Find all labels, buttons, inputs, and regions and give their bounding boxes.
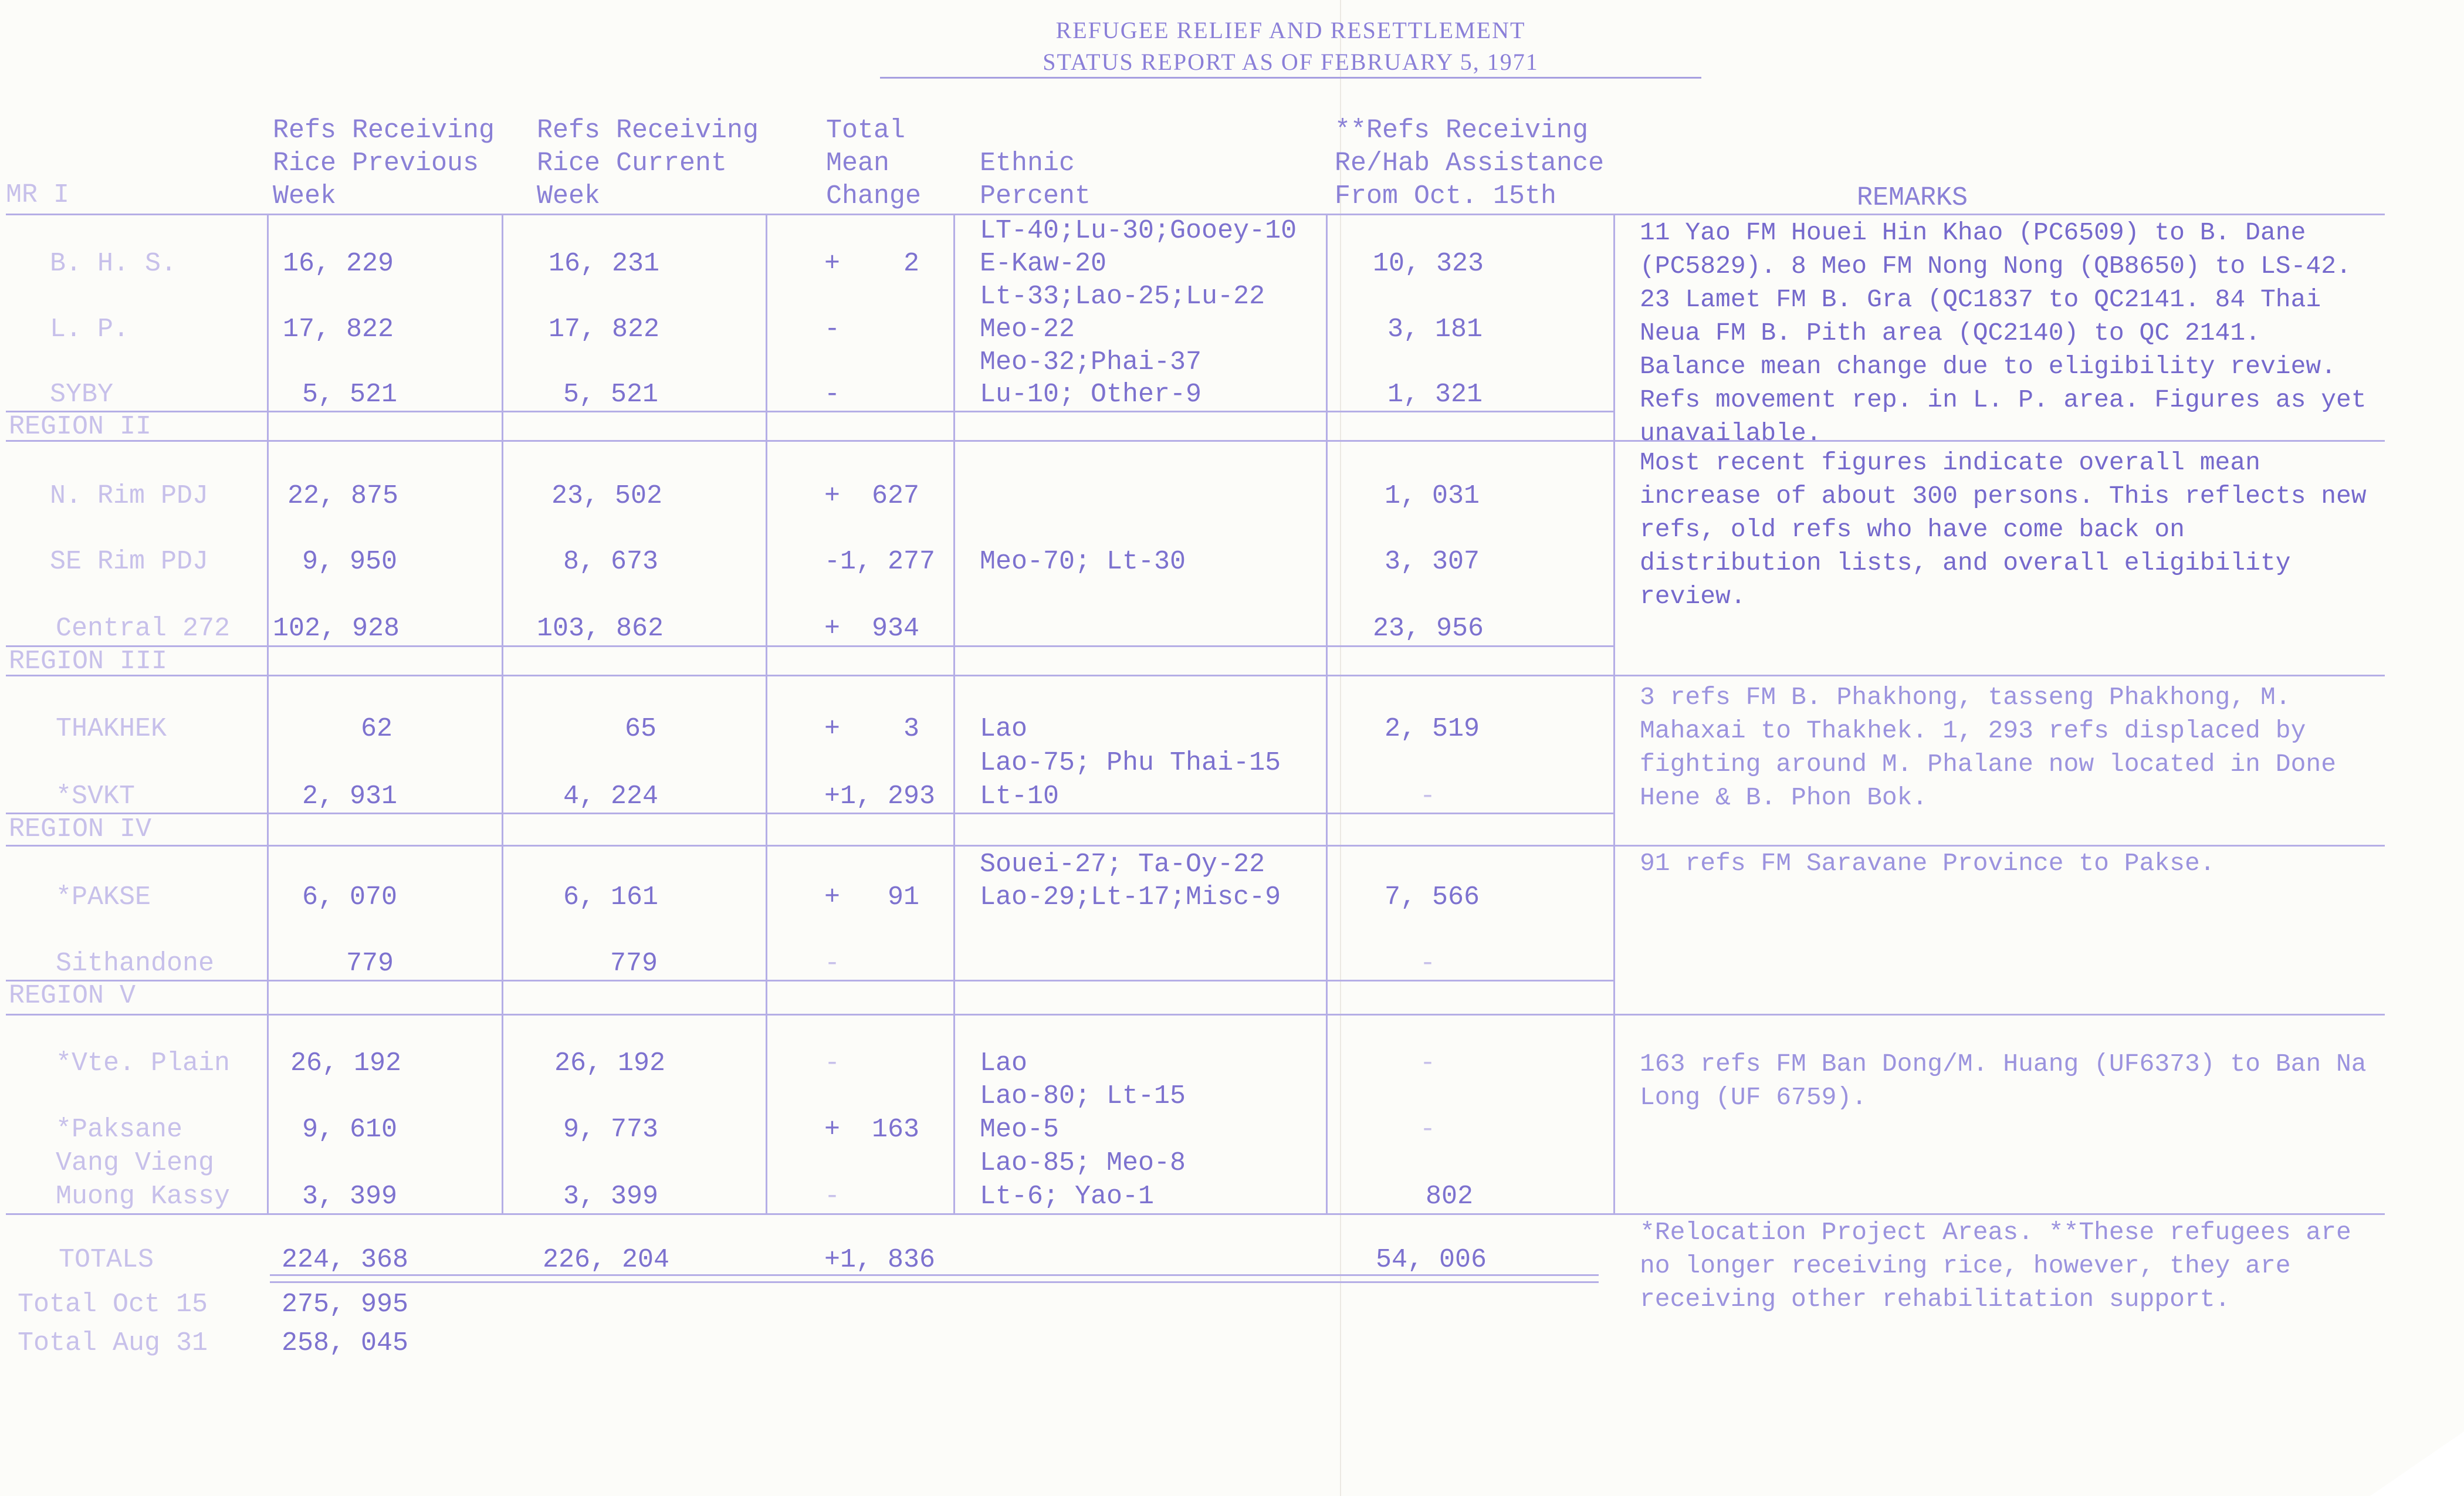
row-prev: 16, 229	[283, 249, 394, 279]
row-prev: 6, 070	[302, 882, 398, 912]
row-ethnic-1: LT-40;Lu-30;Gooey-10	[980, 216, 1297, 246]
row-prev: 9, 950	[302, 547, 398, 577]
row-change: -	[824, 314, 841, 344]
header-remarks: REMARKS	[1857, 183, 1968, 213]
remark-region4: 91 refs FM Saravane Province to Pakse.	[1640, 849, 2215, 878]
row-ethnic-1: Lao-75; Phu Thai-15	[980, 748, 1281, 778]
row-ethnic-2: E-Kaw-20	[980, 249, 1107, 279]
row-curr: 103, 862	[537, 614, 664, 644]
paper-fold	[1340, 0, 1341, 1496]
row-rule	[6, 675, 2385, 676]
region-heading: REGION III	[9, 647, 168, 676]
col-rule	[953, 214, 955, 1213]
row-ethnic-1: Souei-27; Ta-Oy-22	[980, 849, 1265, 879]
col-rule	[1326, 214, 1328, 1213]
row-change: -	[824, 1182, 841, 1211]
region-heading: REGION V	[9, 981, 136, 1011]
row-prev: 3, 399	[302, 1182, 398, 1211]
row-ethnic-2: Lt-6; Yao-1	[980, 1182, 1155, 1211]
remark-region3: 3 refs FM B. Phakhong, tasseng Phakhong, M. Mahaxai to Thakhek. 1, 293 refs displaced by fighting around M. Phalane now located in Done Hene & B. Phon Bok.	[1640, 683, 2336, 812]
total-aug-value: 258, 045	[282, 1328, 409, 1358]
row-ethnic-1: Meo-32;Phai-37	[980, 347, 1202, 377]
col-rule	[267, 214, 269, 1213]
total-aug-label: Total Aug 31	[18, 1328, 208, 1358]
report-title: REFUGEE RELIEF AND RESETTLEMENT	[1055, 17, 1526, 43]
row-name: Sithandone	[56, 949, 215, 979]
row-rehab: -	[1420, 949, 1436, 979]
row-rule	[6, 411, 1613, 412]
row-name: *Paksane	[56, 1115, 183, 1145]
row-curr: 5, 521	[563, 380, 659, 409]
row-ethnic-2: Lao-29;Lt-17;Misc-9	[980, 882, 1281, 912]
row-curr: 8, 673	[563, 547, 659, 577]
region-heading: REGION II	[9, 412, 152, 442]
row-curr: 65	[625, 714, 657, 744]
row-change: + 163	[824, 1115, 920, 1145]
header-change: Total Mean Change	[826, 116, 922, 211]
row-change: + 934	[824, 614, 920, 644]
row-rehab: 802	[1426, 1182, 1474, 1211]
row-change: + 3	[824, 714, 920, 744]
row-ethnic-2: Meo-5	[980, 1115, 1060, 1145]
row-prev: 62	[361, 714, 393, 744]
totals-prev: 224, 368	[282, 1245, 409, 1275]
header-rehab: **Refs Receiving Re/Hab Assistance From Oct. 15th	[1335, 116, 1605, 211]
row-prev: 9, 610	[302, 1115, 398, 1145]
header-ethnic: Ethnic Percent	[980, 148, 1091, 211]
row-ethnic-2: Lt-10	[980, 781, 1060, 811]
row-change: -1, 277	[824, 547, 936, 577]
remark-region5: 163 refs FM Ban Dong/M. Huang (UF6373) to Ban Na Long (UF 6759).	[1640, 1050, 2367, 1112]
row-name: N. Rim PDJ	[50, 481, 209, 511]
row-curr: 779	[610, 949, 658, 979]
row-rehab: 2, 519	[1385, 714, 1480, 744]
row-rehab: 1, 321	[1387, 380, 1483, 409]
row-rule	[6, 813, 1613, 814]
row-rule	[6, 980, 1613, 981]
row-ethnic-1: Lao-85; Meo-8	[980, 1148, 1186, 1178]
total-oct-value: 275, 995	[282, 1289, 409, 1319]
row-curr: 16, 231	[549, 249, 660, 279]
row-name: *SVKT	[56, 781, 136, 811]
row-rehab: 1, 031	[1385, 481, 1480, 511]
torn-corner	[2370, 1431, 2464, 1496]
row-rehab: 3, 181	[1387, 314, 1483, 344]
row-name: SE Rim PDJ	[50, 547, 209, 577]
row-curr: 4, 224	[563, 781, 659, 811]
row-curr: 3, 399	[563, 1182, 659, 1211]
row-name: SYBY	[50, 380, 114, 409]
row-rule	[6, 1213, 2385, 1215]
row-prev: 102, 928	[273, 614, 400, 644]
header-region: MR I	[6, 180, 70, 210]
row-prev: 5, 521	[302, 380, 398, 409]
row-name: Muong Kassy	[56, 1182, 231, 1211]
row-rule	[6, 645, 1613, 647]
row-rehab: -	[1420, 1115, 1436, 1145]
row-prev: 26, 192	[290, 1048, 402, 1078]
row-prev: 779	[346, 949, 394, 979]
row-rehab: 10, 323	[1373, 249, 1484, 279]
totals-rehab: 54, 006	[1376, 1245, 1487, 1275]
row-rehab: -	[1420, 1048, 1436, 1078]
totals-curr: 226, 204	[543, 1245, 670, 1275]
region-heading: REGION IV	[9, 814, 152, 844]
row-name: *Vte. Plain	[56, 1048, 231, 1078]
row-name: THAKHEK	[56, 714, 167, 744]
col-rule	[502, 214, 503, 1213]
totals-change: +1, 836	[824, 1245, 936, 1275]
row-rule	[6, 1014, 2385, 1016]
header-prev: Refs Receiving Rice Previous Week	[273, 116, 495, 211]
row-ethnic-2: Lao	[980, 1048, 1028, 1078]
row-ethnic-1: Lao-80; Lt-15	[980, 1081, 1186, 1111]
row-prev: 17, 822	[283, 314, 394, 344]
totals-rule	[270, 1281, 1599, 1283]
remark-region2: Most recent figures indicate overall mean increase of about 300 persons. This reflects new refs, old refs who have come back on distribution lists, and overall eligibility review.	[1640, 448, 2367, 611]
row-curr: 17, 822	[549, 314, 660, 344]
total-oct-label: Total Oct 15	[18, 1289, 208, 1319]
row-rehab: 7, 566	[1385, 882, 1480, 912]
row-ethnic-2: Meo-22	[980, 314, 1075, 344]
row-name: B. H. S.	[50, 249, 177, 279]
row-rehab: 23, 956	[1373, 614, 1484, 644]
row-curr: 26, 192	[554, 1048, 666, 1078]
row-change: +1, 293	[824, 781, 936, 811]
row-rehab: 3, 307	[1385, 547, 1480, 577]
row-name: Vang Vieng	[56, 1148, 215, 1178]
row-ethnic-1: Lt-33;Lao-25;Lu-22	[980, 282, 1265, 312]
row-ethnic-2: Lao	[980, 714, 1028, 744]
row-ethnic-2: Meo-70; Lt-30	[980, 547, 1186, 577]
row-change: + 91	[824, 882, 920, 912]
col-rule	[1613, 214, 1615, 1213]
row-change: + 2	[824, 249, 920, 279]
col-rule	[766, 214, 767, 1213]
row-name: *PAKSE	[56, 882, 151, 912]
row-change: + 627	[824, 481, 920, 511]
row-curr: 6, 161	[563, 882, 659, 912]
row-curr: 9, 773	[563, 1115, 659, 1145]
row-change: -	[824, 380, 841, 409]
footnote: *Relocation Project Areas. **These refugees are no longer receiving rice, however, they are receiving other rehabilitation support.	[1640, 1218, 2351, 1314]
report-subtitle: STATUS REPORT AS OF FEBRUARY 5, 1971	[880, 48, 1701, 79]
row-rehab: -	[1420, 781, 1436, 811]
row-name: Central 272	[56, 614, 231, 644]
row-prev: 2, 931	[302, 781, 398, 811]
row-name: L. P.	[50, 314, 130, 344]
row-change: -	[824, 949, 841, 979]
row-curr: 23, 502	[551, 481, 663, 511]
remark-mr1: 11 Yao FM Houei Hin Khao (PC6509) to B. Dane (PC5829). 8 Meo FM Nong Nong (QB8650) to LS-42. 23 Lamet FM B. Gra (QC1837 to QC2141. 84 Thai Neua FM B. Pith area (QC2140) to QC 2141. Balance mean change due to eligibility review. Refs movement rep. in L. P. area. Figures as yet unavailable.	[1640, 218, 2367, 448]
row-ethnic-2: Lu-10; Other-9	[980, 380, 1202, 409]
row-change: -	[824, 1048, 841, 1078]
row-prev: 22, 875	[287, 481, 399, 511]
totals-label: TOTALS	[59, 1245, 154, 1275]
header-curr: Refs Receiving Rice Current Week	[537, 116, 759, 211]
